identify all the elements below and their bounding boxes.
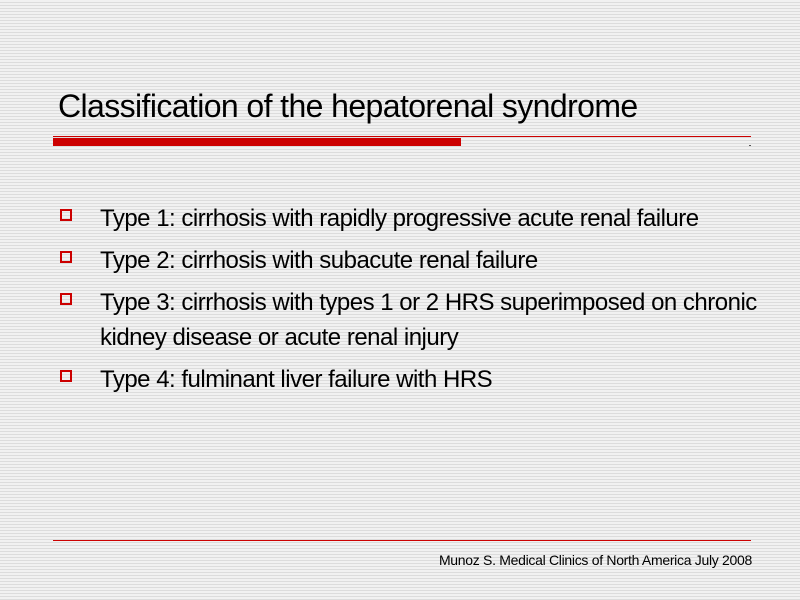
- bullet-list: [58, 201, 758, 404]
- citation-text: Munoz S. Medical Clinics of North America July 2008: [438, 552, 752, 568]
- bullet-text: Type 4: fulminant liver failure with HRS: [100, 366, 493, 393]
- bullet-text: Type 2: cirrhosis with subacute renal failure: [100, 247, 538, 274]
- title-underline-thin: [53, 136, 751, 137]
- hollow-square-bullet-icon: [60, 209, 72, 221]
- footer-rule: [53, 540, 751, 541]
- hollow-square-bullet-icon: [60, 370, 72, 382]
- hollow-square-bullet-icon: [60, 293, 72, 305]
- bullet-text: Type 1: cirrhosis with rapidly progressive acute renal failure: [100, 205, 699, 232]
- bullet-text: Type 3: cirrhosis with types 1 or 2 HRS superimposed on chronic kidney disease or acute renal injury: [100, 289, 757, 351]
- title-underline-thick: [53, 138, 461, 146]
- bullet-item-type-2: [58, 243, 758, 278]
- slide-title: Classification of the hepatorenal syndrome: [58, 88, 638, 124]
- bullet-item-type-3: [58, 285, 758, 355]
- title-rule-end-mark: [749, 145, 751, 146]
- hollow-square-bullet-icon: [60, 251, 72, 263]
- bullet-item-type-1: [58, 201, 758, 236]
- bullet-item-type-4: [58, 362, 758, 397]
